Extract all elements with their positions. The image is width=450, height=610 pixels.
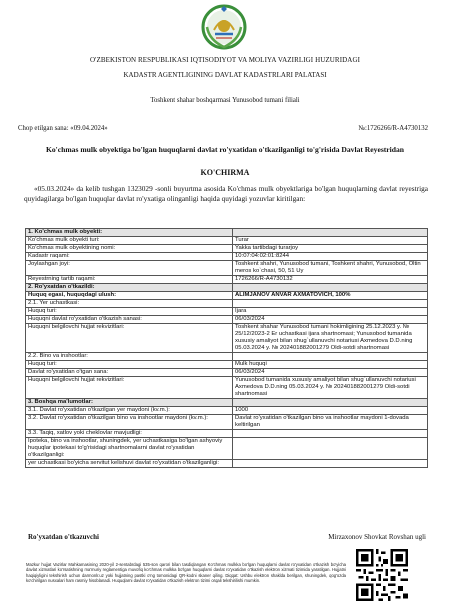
row-label: Davlat ro'yxatidan o'tgan sana: [26, 369, 233, 377]
table-row [26, 407, 428, 415]
table-row [26, 415, 428, 430]
row-value: Ijara [233, 308, 428, 316]
document-title: Ko'chmas mulk obyektiga bo'lgan huquqlarni davlat ro'yxatidan o'tkazilganligi to'g'risida Davlat Reyestridan [45, 145, 405, 154]
row-label: Huquqni belgilovchi hujjat rekvizitlari: [26, 324, 233, 353]
table-row [26, 261, 428, 276]
row-label: Huquq turi: [26, 361, 233, 369]
row-value: 10:07:04:02:01:8244 [233, 253, 428, 261]
row-value: 06/03/2024 [233, 369, 428, 377]
row-label: Joylashgan joyi: [26, 261, 233, 276]
row-label: 2. Ro'yxatdan o'tkazildi: [26, 284, 233, 292]
row-value: Toshkent shahri, Yunusobod tumani, Toshkent shahri, Yunusobod, Oltin meros ko`chasi, 50, 51 Uy [233, 261, 428, 276]
state-emblem-icon [201, 4, 247, 50]
table-row [26, 245, 428, 253]
table-row [26, 276, 428, 284]
row-label: 3.2. Davlat ro'yxatidan o'tkazilgan bino va inshootlar maydoni (kv.m.): [26, 415, 233, 430]
row-value [233, 430, 428, 438]
table-section-row [26, 284, 428, 292]
intro-paragraph: «05.03.2024» da kelib tushgan 1323029 -sonli buyurtma asosida Ko'chmas mulk obyektlariga bo'lgan huquqlarning davlat reyestriga quyidagilarga bo'lgan huquqlar davlat ro'yxatiga olinganligi haqida quyidagi yozuvlar kiritilgan: [24, 184, 428, 204]
row-value [233, 399, 428, 407]
registry-table [25, 228, 428, 468]
table-row [26, 308, 428, 316]
table-row [26, 324, 428, 353]
table-row [26, 316, 428, 324]
table-row [26, 369, 428, 377]
row-label: 3.3. Taqiq, xatlov yoki cheklovlar mavjudligi: [26, 430, 233, 438]
row-label: Huquq egasi, huquqdagi ulush: [26, 292, 233, 300]
table-row [26, 300, 428, 308]
table-row [26, 430, 428, 438]
table-row [26, 361, 428, 369]
row-label: Ko'chmas mulk obyektining nomi: [26, 245, 233, 253]
row-label: 2.2. Bino va inshootlar: [26, 353, 233, 361]
qr-code-icon[interactable] [356, 549, 408, 601]
table-row [26, 237, 428, 245]
table-row [26, 377, 428, 399]
table-row [26, 253, 428, 261]
row-value [233, 229, 428, 237]
table-row [26, 438, 428, 460]
table-row [26, 353, 428, 361]
registrar-label: Ro'yxatdan o'tkazuvchi [28, 533, 99, 541]
row-value [233, 438, 428, 460]
row-value: Turar [233, 237, 428, 245]
row-label: 1. Ko'chmas mulk obyekti: [26, 229, 233, 237]
row-label: yer uchastkasi bo'yicha servitut kelishuvi davlat ro'yxatidan o'tkazilganligi: [26, 460, 233, 468]
chamber-name: KADASTR AGENTLIGINING DAVLAT KADASTRLARI PALATASI [123, 71, 327, 79]
footnote: Mazkur hujjat Vazirlar Mahkamasining 2020-yil 2-sentabrdagi 535-son qarori bilan tasdiqlangan Ko'chmas mulkka bo'lgan huquqlarni davlat ro'yxatidan o'tkazish bo'yicha davlat xizmatlari ko'rsatishning ma'muriy reglamentiga muvofiq ko'chmas mulkka bo'lgan huquqlarni davlat ro'yxatidan o'tkazish elektron xizmati tizimida yaratilgan. Hujjatni haqiqiyligini tekshirish uchun darmonlr.uz yoki hujjatning pastki o'ng tomonidagi QR-kodni skaner qiling. Diqqat: Ushbu elektron shaklda berilgan, shuningdek, qog'ozda ko'chirilgan nusxalari ham rasmiy hisoblanadi. Huquqlarni davlat ro'yxatidan o'tkazish elektron tizimi orqali tekshirilishi mumkin. [26, 562, 346, 584]
print-date: Chop etilgan sana: «09.04.2024» [18, 125, 108, 132]
registrar-name: Mirzaxonov Shovkat Rovshan ugli [328, 533, 426, 541]
table-section-row [26, 229, 428, 237]
row-value: Yakka tartibdagi turarjoy [233, 245, 428, 253]
row-label: Kadastr raqami: [26, 253, 233, 261]
table-row [26, 460, 428, 468]
row-label: 3. Boshqa ma'lumotlar: [26, 399, 233, 407]
row-value [233, 353, 428, 361]
row-label: Huquqni davlat ro'yxatidan o'tkazish sanasi: [26, 316, 233, 324]
row-value [233, 300, 428, 308]
print-info [18, 125, 428, 132]
row-value [233, 284, 428, 292]
row-label: Reyestrning tartib raqami: [26, 276, 233, 284]
row-label: Ko'chmas mulk obyekti turi: [26, 237, 233, 245]
row-label: Ipoteka, bino va inshootlar, shuningdek, yer uchastkasiga bo'lgan ashyoviy huquqlar ipotekasi to'g'risidagi shartnomalarni davlat ro'yxatidan o'tkazilganligi: [26, 438, 233, 460]
row-value: Mulk huquqi [233, 361, 428, 369]
table-section-row [26, 399, 428, 407]
row-value: 1726266/R-A4730132 [233, 276, 428, 284]
row-value: ALIMJANOV ANVAR AXMATOVICH, 100% [233, 292, 428, 300]
row-value: 1000 [233, 407, 428, 415]
row-value: 06/03/2024 [233, 316, 428, 324]
branch-name: Toshkent shahar boshqarmasi Yunusobod tumani filiali [150, 97, 300, 104]
row-value [233, 460, 428, 468]
row-value: Yunusobod tumanida xususiy amaliyot bilan shug`ullanuvchi notariusi Axmedova D.D.ning 05.03.2024 y. № 202401882001279 Oldi-sotdi shartnomasi [233, 377, 428, 399]
ministry-name: O'ZBEKISTON RESPUBLIKASI IQTISODIYOT VA MOLIYA VAZIRLIGI HUZURIDAGI [89, 56, 361, 64]
row-value: Davlat ro'yxatidan o'tkazilgan bino va inshootlar maydoni 1-dovada keltirilgan [233, 415, 428, 430]
row-label: 2.1. Yer uchastkasi: [26, 300, 233, 308]
table-row [26, 292, 428, 300]
document-number: №:1726266/R-A4730132 [358, 125, 428, 132]
row-value: Toshkent shahar Yunusobod tumani hokimligining 25.12.2023 y. № 25/12/2023-2 Er uchastkasi ijara shartnomasi; Yunusobod tumanida xususiy amaliyot bilan shug`ullanuvchi notariusi Axmedova D.D.ning 05.03.2024 y. № 202401882001279 Oldi-sotdi shartnomasi [233, 324, 428, 353]
signature-row [28, 533, 426, 541]
row-label: 3.1. Davlat ro'yxatidan o'tkazilgan yer maydoni (kv.m.): [26, 407, 233, 415]
row-label: Huquq turi: [26, 308, 233, 316]
document-subtitle: KO'CHIRMA [200, 168, 250, 177]
row-label: Huquqni belgilovchi hujjat rekvizitlari: [26, 377, 233, 399]
